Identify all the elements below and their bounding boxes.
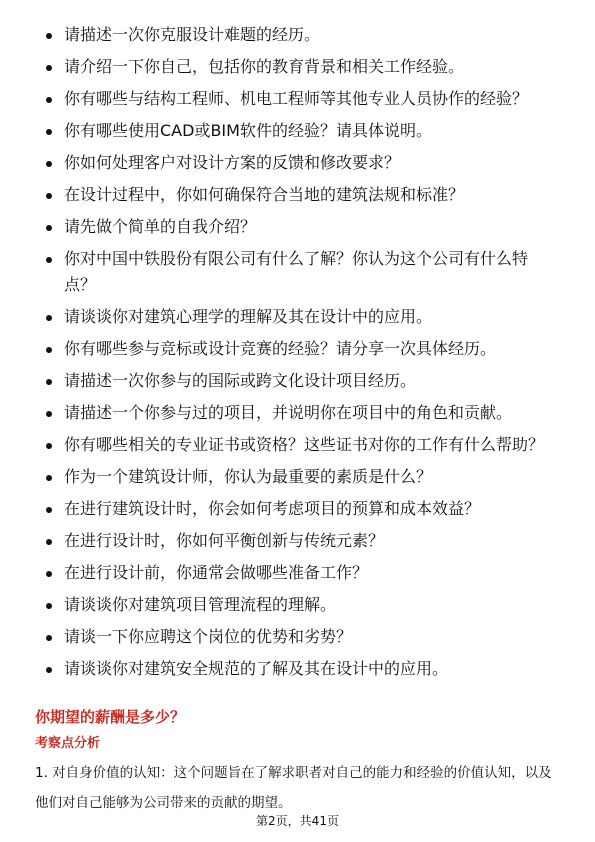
bullet-icon [46,443,52,449]
bullet-icon [46,225,52,231]
question-item [46,86,558,112]
question-text: 请谈一下你应聘这个岗位的优势和劣势？ [64,627,353,646]
bullet-icon [46,33,52,39]
question-item [46,214,558,240]
question-text: 请描述一次你参与的国际或跨文化设计项目经历。 [64,371,417,390]
analysis-heading: 考察点分析 [35,736,101,751]
bullet-icon [46,347,52,353]
bullet-icon [46,65,52,71]
bullet-icon [46,257,52,263]
question-item [46,150,558,176]
question-item [46,656,558,682]
question-text: 你有哪些相关的专业证书或资格？这些证书对你的工作有什么帮助？ [64,435,545,454]
bullet-icon [46,193,52,199]
question-text: 你有哪些使用CAD或BIM软件的经验？请具体说明。 [64,121,432,140]
question-item [46,304,558,330]
question-item [46,432,558,458]
question-text: 你有哪些参与竞标或设计竞赛的经验？请分享一次具体经历。 [64,339,497,358]
question-item [46,182,558,208]
bullet-icon [46,475,52,481]
question-text: 请描述一个你参与过的项目，并说明你在项目中的角色和贡献。 [64,403,513,422]
bullet-icon [46,161,52,167]
question-item [46,22,558,48]
question-text: 在进行建筑设计时，你会如何考虑项目的预算和成本效益？ [64,499,481,518]
question-item [46,464,558,490]
question-text: 你有哪些与结构工程师、机电工程师等其他专业人员协作的经验？ [64,89,529,108]
question-text: 在进行设计时，你如何平衡创新与传统元素？ [64,531,385,550]
bullet-icon [46,603,52,609]
question-list [46,22,558,688]
question-text: 请谈谈你对建筑安全规范的了解及其在设计中的应用。 [64,659,449,678]
salary-question-heading: 你期望的薪酬是多少？ [35,708,186,726]
question-text: 作为一个建筑设计师，你认为最重要的素质是什么？ [64,467,433,486]
bullet-icon [46,635,52,641]
question-item [46,54,558,80]
question-text: 你如何处理客户对设计方案的反馈和修改要求？ [64,153,401,172]
bullet-icon [46,571,52,577]
question-text: 请先做个简单的自我介绍？ [64,217,257,236]
question-item [46,592,558,618]
question-text: 请描述一次你克服设计难题的经历。 [64,25,321,44]
question-text: 在设计过程中，你如何确保符合当地的建筑法规和标准？ [64,185,465,204]
question-text: 请谈谈你对建筑心理学的理解及其在设计中的应用。 [64,307,433,326]
question-text: 请介绍一下你自己，包括你的教育背景和相关工作经验。 [64,57,465,76]
question-item [46,560,558,586]
question-item [46,400,558,426]
question-text: 请谈谈你对建筑项目管理流程的理解。 [64,595,337,614]
question-text: 你对中国中铁股份有限公司有什么了解？你认为这个公司有什么特点？ [64,249,529,294]
bullet-icon [46,315,52,321]
bullet-icon [46,507,52,513]
question-item [46,528,558,554]
question-item [46,118,558,144]
question-item [46,368,558,394]
bullet-icon [46,129,52,135]
bullet-icon [46,379,52,385]
analysis-paragraph: 1. 对自身价值的认知：这个问题旨在了解求职者对自己的能力和经验的价值认知，以及他们对自己能够为公司带来的贡献的期望。 [35,765,552,811]
page-number: 第2页，共41页 [256,814,339,828]
bullet-icon [46,539,52,545]
question-item [46,496,558,522]
question-item [46,336,558,362]
bullet-icon [46,411,52,417]
bullet-icon [46,667,52,673]
question-item [46,624,558,650]
question-item [46,246,558,298]
bullet-icon [46,97,52,103]
question-text: 在进行设计前，你通常会做哪些准备工作？ [64,563,369,582]
